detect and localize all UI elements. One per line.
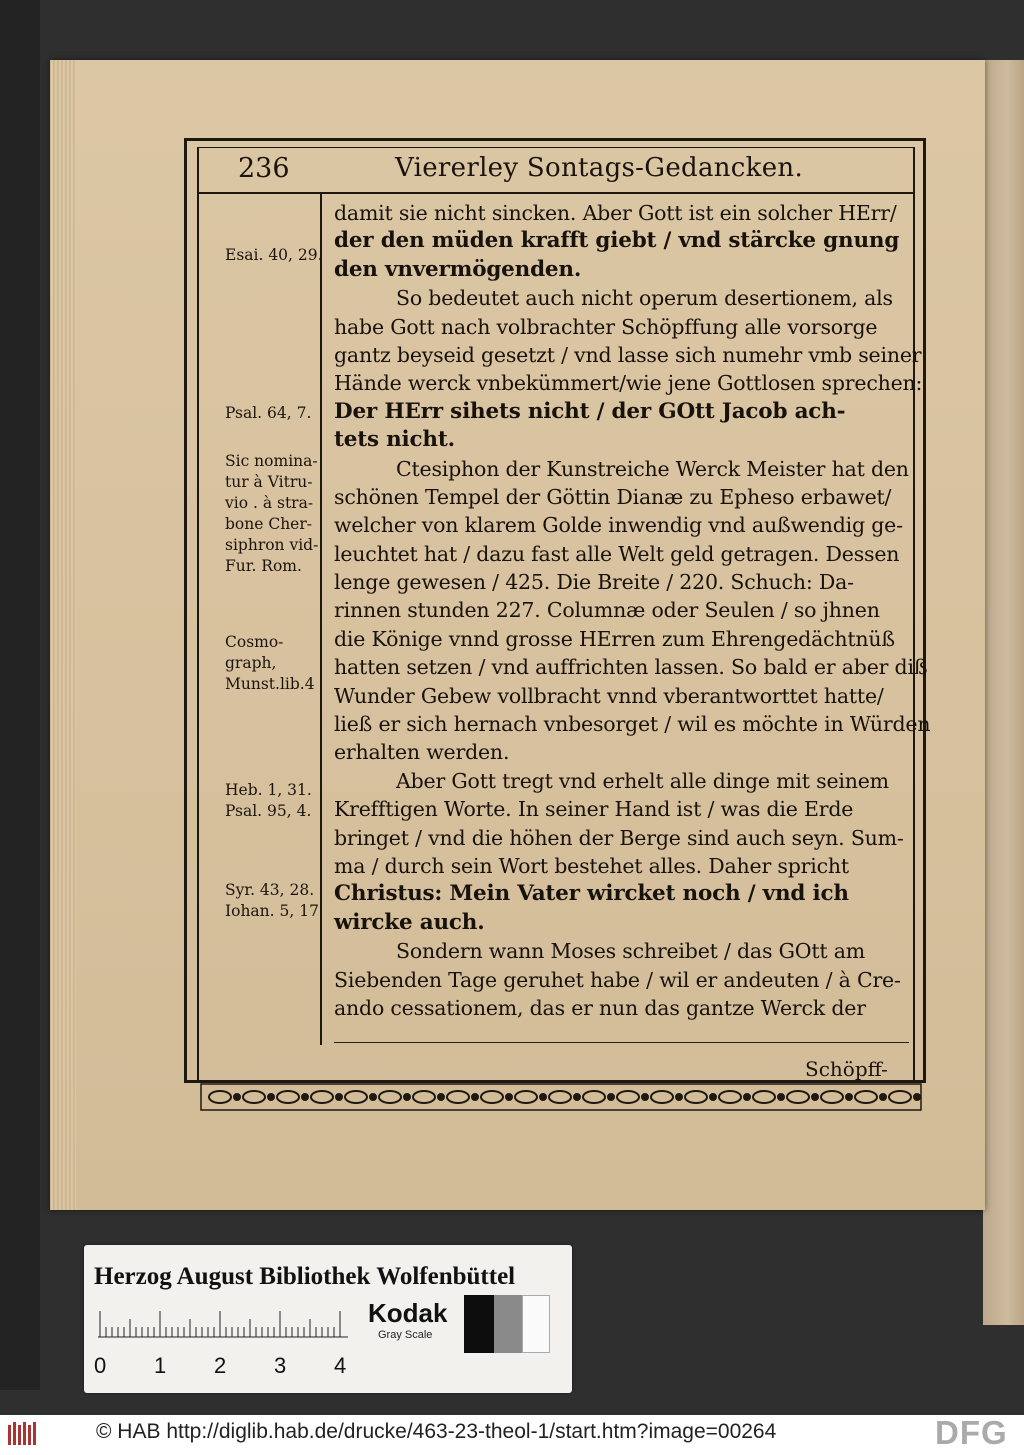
marginal-note-line: bone Cher- <box>225 515 312 533</box>
marginal-note-line: Iohan. 5, 17 <box>225 902 319 920</box>
gray-patch-white <box>522 1295 550 1353</box>
text-line: ließ er sich hernach vnbesorget / wil es möchte in Würden <box>334 712 931 737</box>
kodak-subtitle: Gray Scale <box>378 1329 433 1341</box>
marginal-note <box>225 403 311 424</box>
text-line: Aber Gott tregt vnd erhelt alle dinge mit seinem <box>396 768 889 793</box>
marginal-note-line: vio . à stra- <box>225 494 314 512</box>
ruler-number: 1 <box>154 1353 167 1378</box>
marginal-note-line: Psal. 64, 7. <box>225 404 312 422</box>
marginal-note-line: graph, <box>225 654 277 672</box>
marginal-note-line: tur à Vitru- <box>225 473 313 491</box>
text-line: der den müden krafft giebt / vnd stärcke gnung <box>334 228 900 254</box>
page-fore-edge <box>50 60 76 1210</box>
text-line: wircke auch. <box>334 909 485 935</box>
text-line: habe Gott nach volbrachter Schöpffung alle vorsorge <box>334 314 878 339</box>
color-reference-card <box>84 1245 572 1393</box>
marginal-note <box>225 880 319 922</box>
body-text <box>334 199 931 1022</box>
marginal-note-line: Psal. 95, 4. <box>225 802 312 820</box>
text-line: Krefftigen Worte. In seiner Hand ist / was die Erde <box>334 797 854 822</box>
scan-dark-edge <box>0 0 40 1390</box>
marginal-note-line: Sic nomina- <box>225 452 318 470</box>
margin-rule <box>320 192 322 1045</box>
library-name: Herzog August Bibliothek Wolfenbüttel <box>94 1263 516 1290</box>
marginal-note-line: Esai. 40, 29. <box>225 246 323 264</box>
page-number: 236 <box>238 153 290 184</box>
text-line: gantz beyseid gesetzt / vnd lasse sich numehr vmb seiner <box>334 342 922 367</box>
marginal-note-line: Cosmo- <box>225 633 284 651</box>
text-line: Wunder Gebew vollbracht vnnd vberantworttet hatte/ <box>334 683 884 708</box>
running-head: Viererley Sontags-Gedancken. <box>395 153 804 183</box>
catchword: Schöpff- <box>805 1057 888 1081</box>
marginal-note-line: Syr. 43, 28. <box>225 881 315 899</box>
text-line: hatten setzen / vnd auffrichten lassen. So bald er aber diß <box>334 655 928 680</box>
ruler-number: 2 <box>214 1353 227 1378</box>
next-page-edge <box>983 60 1024 1325</box>
text-line: damit sie nicht sincken. Aber Gott ist ein solcher HErr/ <box>334 201 897 225</box>
text-line: Ctesiphon der Kunstreiche Werck Meister hat den <box>396 456 909 481</box>
text-line: bringet / vnd die höhen der Berge sind auch seyn. Sum- <box>334 825 904 850</box>
text-line: rinnen stunden 227. Columnæ oder Seulen / so jhnen <box>334 598 880 623</box>
text-line: erhalten werden. <box>334 740 510 765</box>
ruler-number: 0 <box>94 1353 107 1378</box>
text-line: tets nicht. <box>334 427 455 453</box>
text-line: lenge gewesen / 425. Die Breite / 220. Schuch: Da- <box>334 570 854 595</box>
text-line: Christus: Mein Vater wircket noch / vnd ich <box>334 881 849 907</box>
gray-patch-black <box>464 1295 494 1353</box>
text-line: leuchtet hat / dazu fast alle Welt geld getragen. Dessen <box>334 541 900 566</box>
text-line: welcher von klarem Golde inwendig vnd außwendig ge- <box>334 513 903 538</box>
ruler-number: 4 <box>334 1353 347 1378</box>
marginal-note <box>225 780 312 822</box>
text-line: die Könige vnnd grosse HErren zum Ehrengedächtnüß <box>334 626 895 651</box>
marginal-note <box>225 451 318 577</box>
ruler-number: 3 <box>274 1353 287 1378</box>
header-rule <box>197 192 915 194</box>
text-line: schönen Tempel der Göttin Dianæ zu Epheso erbawet/ <box>334 484 892 509</box>
marginal-note-line: Heb. 1, 31. <box>225 781 312 799</box>
bottom-rule <box>334 1042 909 1043</box>
kodak-brand: Kodak <box>368 1298 448 1328</box>
text-line: ma / durch sein Wort bestehet alles. Daher spricht <box>334 853 849 878</box>
text-line: den vnvermögenden. <box>334 256 582 282</box>
marginal-note <box>225 245 323 266</box>
text-line: Siebenden Tage geruhet habe / wil er andeuten / à Cre- <box>334 967 901 992</box>
marginal-note <box>225 632 315 695</box>
text-line: Der HErr sihets nicht / der GOtt Jacob ach- <box>334 398 846 424</box>
marginal-note-line: Munst.lib.4 <box>225 675 315 693</box>
text-line: ando cessationem, das er nun das gantze Werck der <box>334 995 866 1020</box>
footer-url: © HAB http://diglib.hab.de/drucke/463-23-theol-1/start.htm?image=00264 <box>96 1420 777 1443</box>
gray-patch-mid <box>494 1295 522 1353</box>
text-line: So bedeutet auch nicht operum desertionem, als <box>396 286 893 311</box>
marginal-note-line: Fur. Rom. <box>225 557 302 575</box>
text-line: Sondern wann Moses schreibet / das GOtt am <box>396 939 866 964</box>
text-line: Hände werck vnbekümmert/wie jene Gottlosen sprechen: <box>334 371 923 396</box>
dfg-logo: DFG <box>935 1414 1008 1451</box>
ornamental-border <box>200 1082 922 1112</box>
hab-library-logo-icon <box>6 1419 42 1449</box>
marginal-note-line: siphron vid- <box>225 536 319 554</box>
